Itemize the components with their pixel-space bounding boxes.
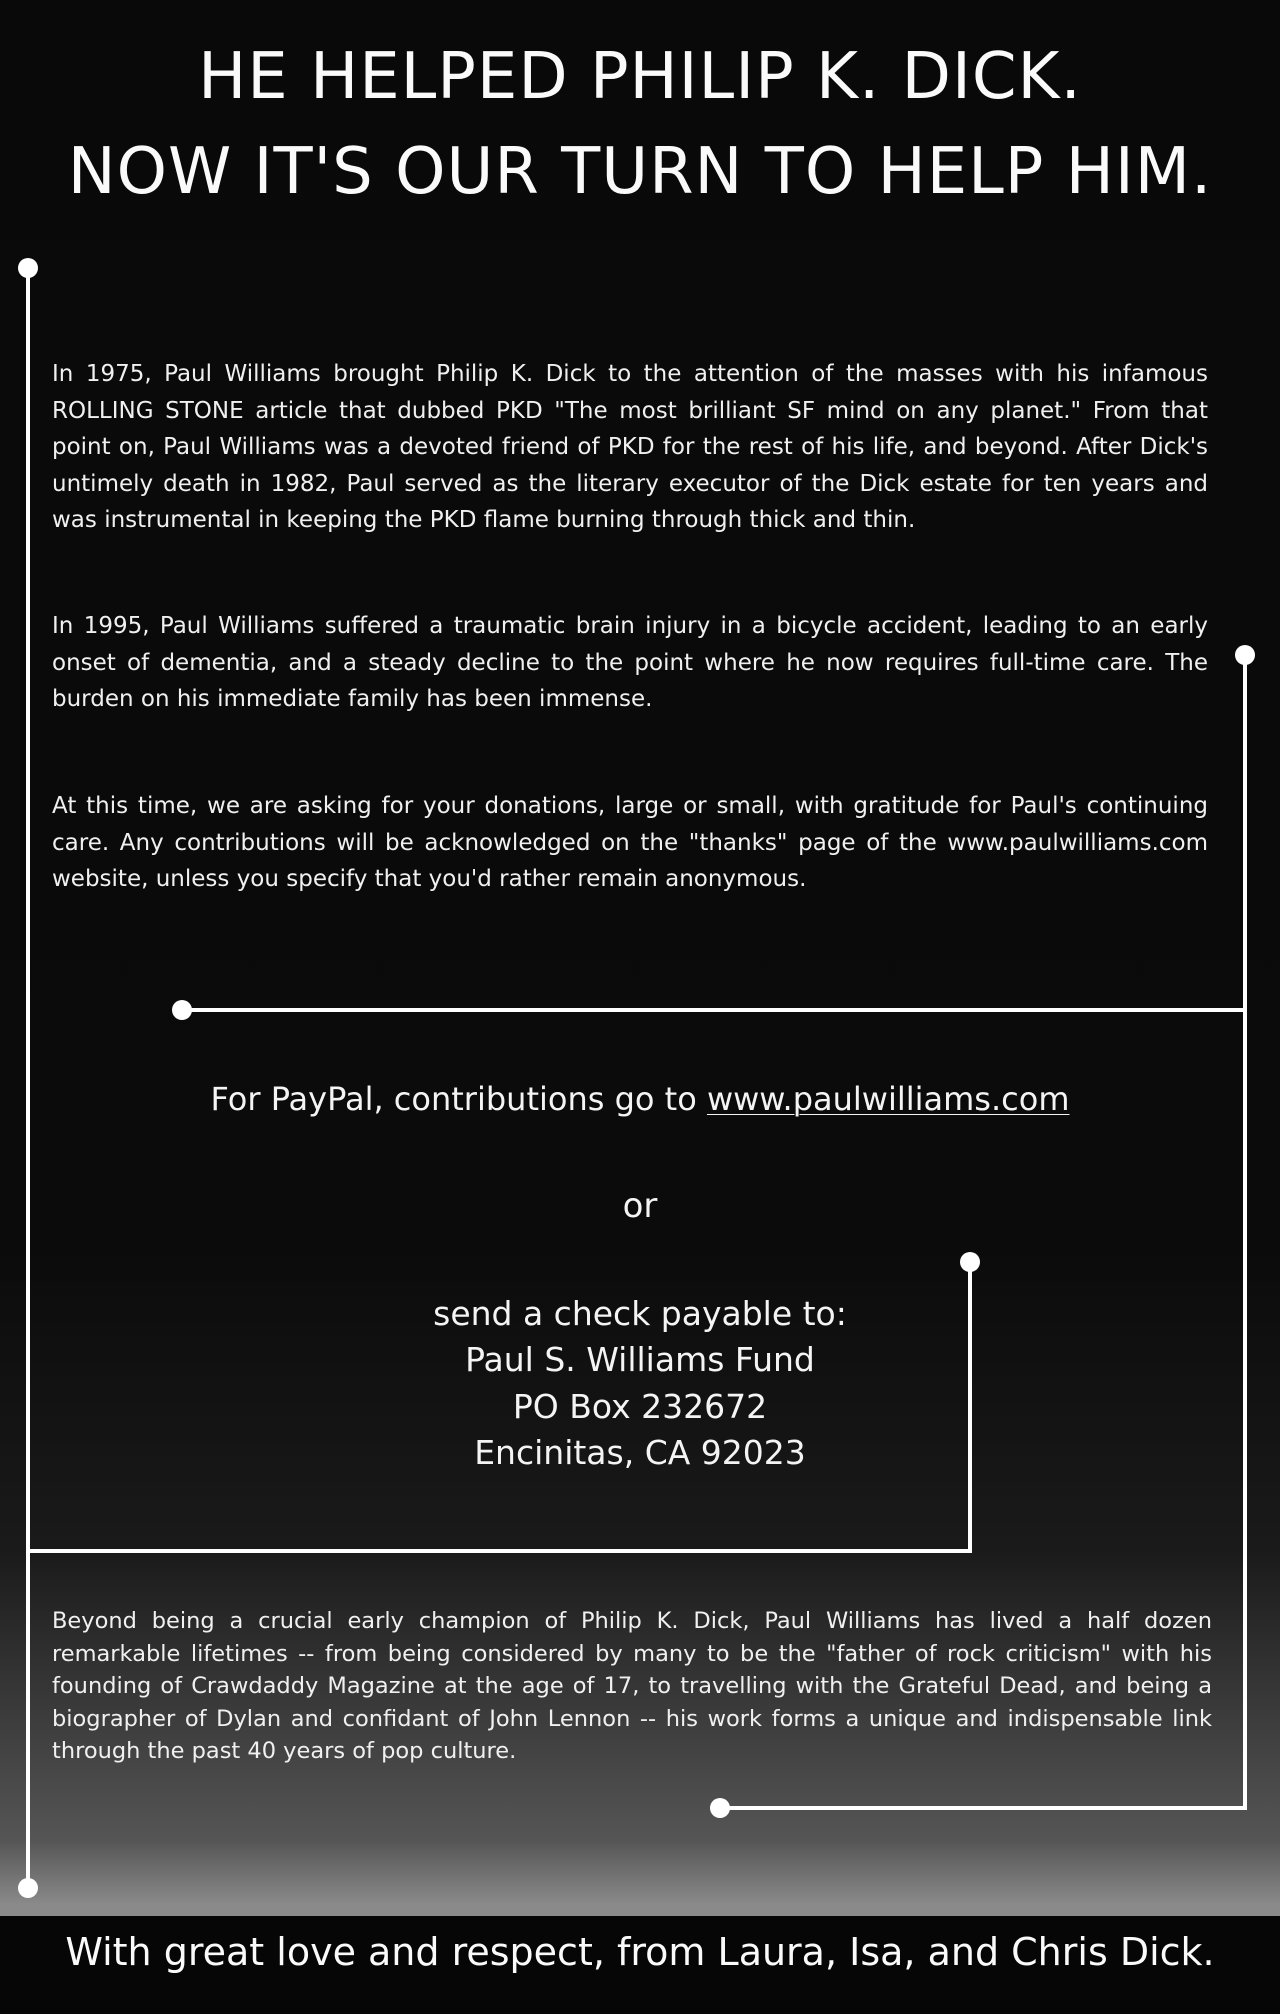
footer-dedication: With great love and respect, from Laura, Isa, and Chris Dick.	[65, 1930, 1215, 1974]
check-intro: send a check payable to:	[433, 1294, 847, 1333]
check-po-box: PO Box 232672	[512, 1387, 768, 1426]
circuit-node-right-top	[1235, 645, 1255, 665]
circuit-node-top-left	[18, 258, 38, 278]
paragraph-biography: Beyond being a crucial early champion of Philip K. Dick, Paul Williams has lived a half dozen remarkable lifetimes -- from being considered by many to be the "father of rock criticism" with his founding of Crawdaddy Magazine at the age of 17, to travelling with the Grateful Dead, and being a biographer of Dylan and confidant of John Lennon -- his work forms a unique and indispensable link through the past 40 years of pop culture.	[52, 1608, 1212, 1764]
paragraph-history: In 1975, Paul Williams brought Philip K. Dick to the attention of the masses with his infamous ROLLING STONE article that dubbed PKD "The most brilliant SF mind on any planet." From that point on, Paul Williams was a devoted friend of PKD for the rest of his life, and beyond. After Dick's untimely death in 1982, Paul served as the literary executor of the Dick estate for ten years and was instrumental in keeping the PKD flame burning through thick and thin.	[52, 361, 1208, 533]
paragraph-injury: In 1995, Paul Williams suffered a traumatic brain injury in a bicycle accident, leading to an early onset of dementia, and a steady decline to the point where he now requires full-time care. The burden on his immediate family has been immense.	[52, 613, 1208, 712]
headline-line-2: NOW IT'S OUR TURN TO HELP HIM.	[67, 135, 1213, 209]
check-city: Encinitas, CA 92023	[474, 1433, 806, 1472]
or-separator: or	[622, 1186, 658, 1226]
circuit-node-left-mid	[172, 1000, 192, 1020]
circuit-node-mid	[960, 1252, 980, 1272]
paypal-url-link[interactable]: www.paulwilliams.com	[706, 1080, 1070, 1118]
paragraph-donations: At this time, we are asking for your donations, large or small, with gratitude for Paul's continuing care. Any contributions will be acknowledged on the "thanks" page of the www.paulwilliams.com website, unless you specify that you'd rather remain anonymous.	[52, 793, 1208, 892]
circuit-node-bottom-left	[18, 1878, 38, 1898]
circuit-node-bottom-right	[710, 1798, 730, 1818]
paypal-line	[0, 1080, 1280, 1118]
headline-line-1: HE HELPED PHILIP K. DICK.	[198, 40, 1082, 114]
check-payee: Paul S. Williams Fund	[465, 1340, 815, 1379]
paypal-prefix: For PayPal, contributions go to	[210, 1080, 707, 1118]
